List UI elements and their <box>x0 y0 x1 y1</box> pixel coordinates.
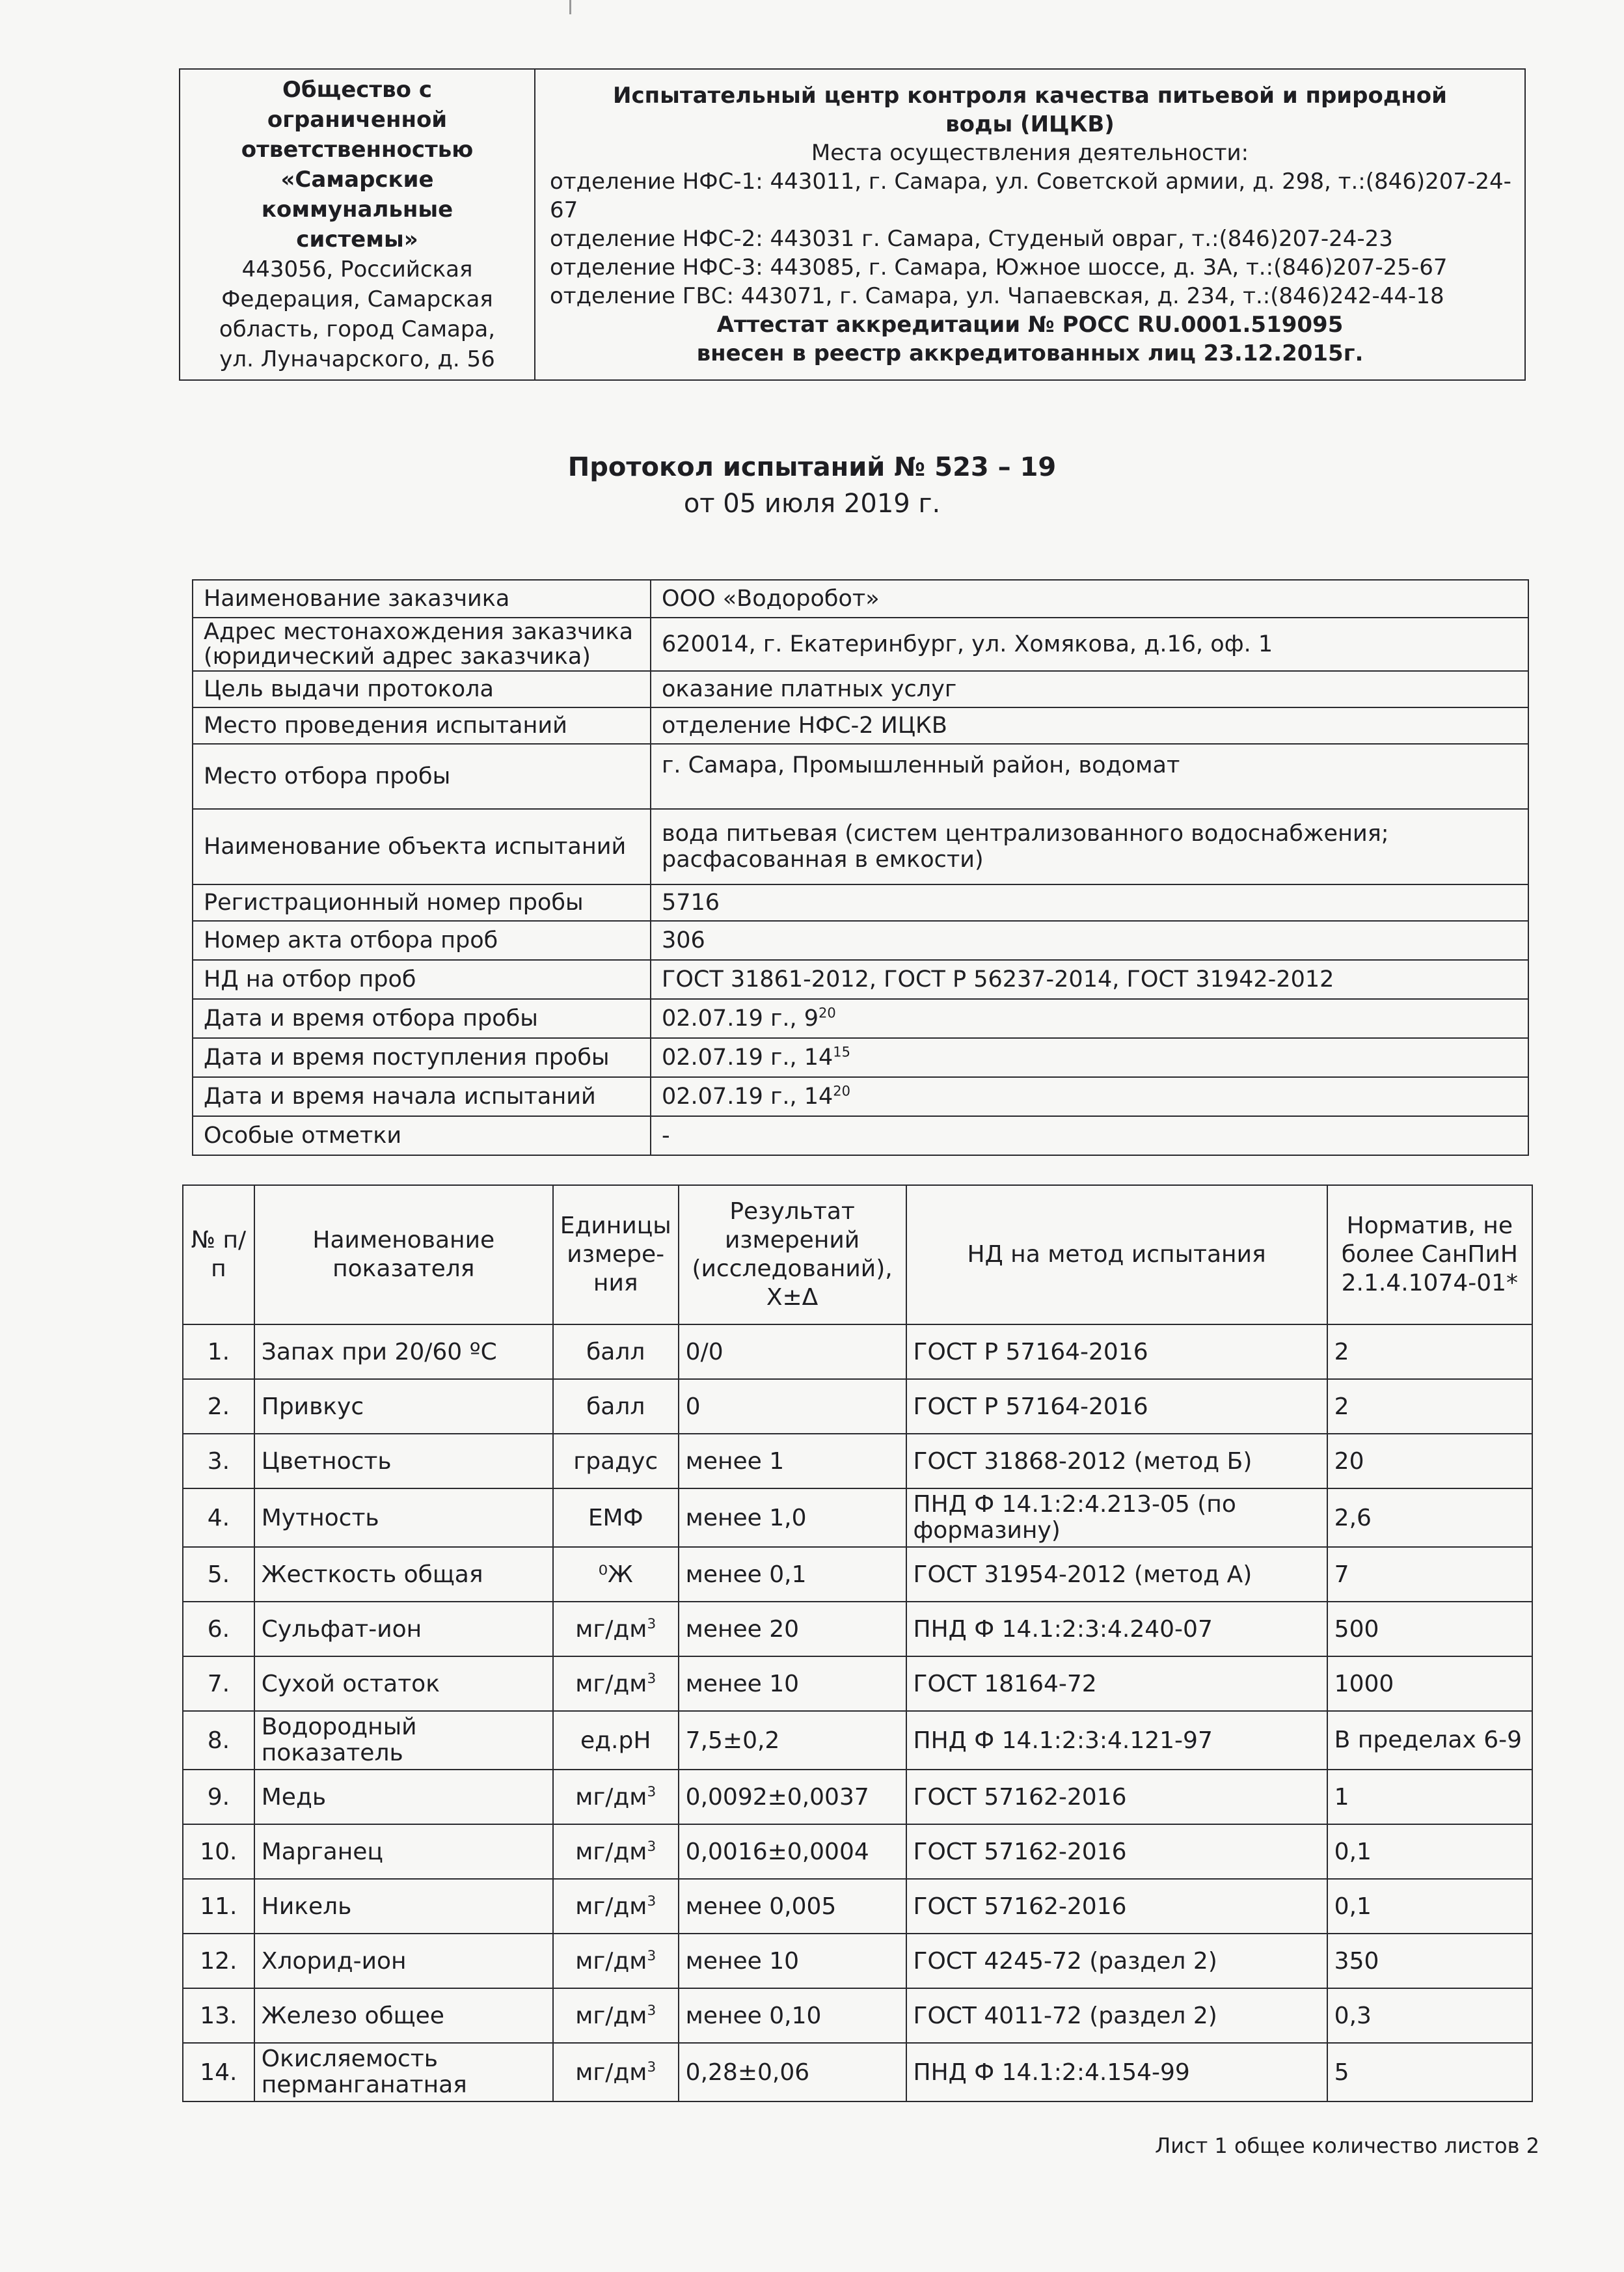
norm-value: 7 <box>1327 1547 1532 1602</box>
table-row <box>183 1770 1532 1824</box>
branch-line: отделение ГВС: 443071, г. Самара, ул. Чапаевская, д. 234, т.:(846)242-44-18 <box>550 283 1444 309</box>
test-method: ГОСТ 57162-2016 <box>906 1770 1327 1824</box>
test-method: ПНД Ф 14.1:2:3:4.240-07 <box>906 1602 1327 1656</box>
table-row <box>183 1379 1532 1434</box>
table-row <box>183 1988 1532 2043</box>
table-row <box>183 1711 1532 1770</box>
header-result: Результат измерений (исследований), Х±Δ <box>679 1185 906 1324</box>
norm-value: 5 <box>1327 2043 1532 2101</box>
row-number: 9. <box>183 1770 254 1824</box>
indicator-name: Сухой остаток <box>254 1656 553 1711</box>
header-number: № п/п <box>183 1185 254 1324</box>
info-label: Наименование заказчика <box>193 580 651 618</box>
info-row <box>193 618 1528 671</box>
unit: $мг/дм^3$ <box>553 1824 679 1879</box>
row-number: 8. <box>183 1711 254 1770</box>
row-number: 13. <box>183 1988 254 2043</box>
test-method: ПНД Ф 14.1:2:3:4.121-97 <box>906 1711 1327 1770</box>
indicator-name: Жесткость общая <box>254 1547 553 1602</box>
info-label: Дата и время отбора пробы <box>193 999 651 1038</box>
branch-line: отделение НФС-3: 443085, г. Самара, Южное шоссе, д. 3А, т.:(846)207-25-67 <box>550 254 1448 281</box>
norm-value: 500 <box>1327 1602 1532 1656</box>
accreditation-line: внесен в реестр аккредитованных лиц 23.12.2015г. <box>696 340 1364 366</box>
info-row <box>193 1038 1528 1077</box>
indicator-name: Сульфат-ион <box>254 1602 553 1656</box>
organization-cell <box>180 69 535 380</box>
row-number: 2. <box>183 1379 254 1434</box>
norm-value: 2 <box>1327 1324 1532 1379</box>
table-row <box>183 1656 1532 1711</box>
row-number: 14. <box>183 2043 254 2101</box>
info-label: Место проведения испытаний <box>193 707 651 744</box>
row-number: 12. <box>183 1934 254 1988</box>
norm-value: 0,3 <box>1327 1988 1532 2043</box>
header-norm: Норматив, не более СанПиН 2.1.4.1074-01* <box>1327 1185 1532 1324</box>
info-value: вода питьевая (систем централизованного водоснабжения; расфасованная в емкости) <box>651 809 1528 884</box>
info-value: 02.07.19 г., $14^{20}$ <box>651 1077 1528 1116</box>
info-value: ГОСТ 31861-2012, ГОСТ Р 56237-2014, ГОСТ 31942-2012 <box>651 960 1528 999</box>
row-number: 4. <box>183 1488 254 1547</box>
info-value: 5716 <box>651 884 1528 921</box>
unit: $мг/дм^3$ <box>553 1879 679 1934</box>
page-edge-mark <box>569 0 571 14</box>
info-value: 620014, г. Екатеринбург, ул. Хомякова, д.16, оф. 1 <box>651 618 1528 671</box>
test-method: ГОСТ 4245-72 (раздел 2) <box>906 1934 1327 1988</box>
center-title-2: воды (ИЦКВ) <box>945 111 1115 137</box>
org-name: Общество с ограниченной ответственностью «Самарские коммунальные системы» <box>241 77 474 253</box>
norm-value: 20 <box>1327 1434 1532 1488</box>
info-value: г. Самара, Промышленный район, водомат <box>651 744 1528 809</box>
info-row <box>193 960 1528 999</box>
measured-result: менее 20 <box>679 1602 906 1656</box>
indicator-name: Цветность <box>254 1434 553 1488</box>
info-label: Адрес местонахождения заказчика (юридический адрес заказчика) <box>193 618 651 671</box>
org-address: 443056, Российская Федерация, Самарская область, город Самара, ул. Луначарского, д. 56 <box>219 256 496 372</box>
sample-info-table <box>192 579 1529 1156</box>
info-label: НД на отбор проб <box>193 960 651 999</box>
table-row <box>183 2043 1532 2101</box>
page-footer: Лист 1 общее количество листов 2 <box>1155 2133 1539 2158</box>
measured-result: 0/0 <box>679 1324 906 1379</box>
info-row <box>193 921 1528 960</box>
norm-value: 1 <box>1327 1770 1532 1824</box>
unit: $мг/дм^3$ <box>553 1934 679 1988</box>
unit: $мг/дм^3$ <box>553 1770 679 1824</box>
table-row <box>183 1488 1532 1547</box>
table-row <box>183 1324 1532 1379</box>
info-row <box>193 580 1528 618</box>
measured-result: менее 0,005 <box>679 1879 906 1934</box>
info-row <box>193 1077 1528 1116</box>
row-number: 1. <box>183 1324 254 1379</box>
measured-result: менее 0,10 <box>679 1988 906 2043</box>
info-label: Цель выдачи протокола <box>193 671 651 707</box>
info-label: Место отбора пробы <box>193 744 651 809</box>
unit: ЕМФ <box>553 1488 679 1547</box>
info-value: отделение НФС-2 ИЦКВ <box>651 707 1528 744</box>
branch-line: отделение НФС-2: 443031 г. Самара, Студеный овраг, т.:(846)207-24-23 <box>550 226 1393 252</box>
indicator-name: Медь <box>254 1770 553 1824</box>
info-row <box>193 999 1528 1038</box>
row-number: 3. <box>183 1434 254 1488</box>
row-number: 7. <box>183 1656 254 1711</box>
info-value: ООО «Водоробот» <box>651 580 1528 618</box>
indicator-name: Никель <box>254 1879 553 1934</box>
table-row <box>183 1602 1532 1656</box>
info-row <box>193 1116 1528 1155</box>
test-method: ГОСТ 57162-2016 <box>906 1824 1327 1879</box>
info-row <box>193 707 1528 744</box>
measured-result: 0 <box>679 1379 906 1434</box>
info-row <box>193 884 1528 921</box>
info-value: 02.07.19 г., $9^{20}$ <box>651 999 1528 1038</box>
header-unit: Единицы измере-ния <box>553 1185 679 1324</box>
measured-result: менее 1 <box>679 1434 906 1488</box>
unit: ед.pH <box>553 1711 679 1770</box>
protocol-title <box>0 449 1624 522</box>
test-method: ГОСТ 4011-72 (раздел 2) <box>906 1988 1327 2043</box>
row-number: 5. <box>183 1547 254 1602</box>
indicator-name: Водородный показатель <box>254 1711 553 1770</box>
info-label: Дата и время начала испытаний <box>193 1077 651 1116</box>
norm-value: 350 <box>1327 1934 1532 1988</box>
center-title: Испытательный центр контроля качества питьевой и природной <box>613 83 1447 109</box>
test-method: ГОСТ 18164-72 <box>906 1656 1327 1711</box>
measured-result: менее 10 <box>679 1656 906 1711</box>
indicator-name: Марганец <box>254 1824 553 1879</box>
test-center-cell <box>535 69 1525 380</box>
unit: $мг/дм^3$ <box>553 2043 679 2101</box>
test-method: ГОСТ 57162-2016 <box>906 1879 1327 1934</box>
table-row <box>183 1547 1532 1602</box>
norm-value: 0,1 <box>1327 1824 1532 1879</box>
unit: градус <box>553 1434 679 1488</box>
info-label: Дата и время поступления пробы <box>193 1038 651 1077</box>
norm-value: 2 <box>1327 1379 1532 1434</box>
info-value: 306 <box>651 921 1528 960</box>
info-label: Наименование объекта испытаний <box>193 809 651 884</box>
norm-value: 2,6 <box>1327 1488 1532 1547</box>
unit: ⁰Ж <box>553 1547 679 1602</box>
row-number: 11. <box>183 1879 254 1934</box>
row-number: 6. <box>183 1602 254 1656</box>
test-method: ПНД Ф 14.1:2:4.154-99 <box>906 2043 1327 2101</box>
test-method: ГОСТ Р 57164-2016 <box>906 1379 1327 1434</box>
indicator-name: Запах при 20/60 ºС <box>254 1324 553 1379</box>
norm-value: 1000 <box>1327 1656 1532 1711</box>
info-value: оказание платных услуг <box>651 671 1528 707</box>
info-label: Особые отметки <box>193 1116 651 1155</box>
indicator-name: Привкус <box>254 1379 553 1434</box>
measured-result: менее 1,0 <box>679 1488 906 1547</box>
accreditation-line: Аттестат аккредитации № РОСС RU.0001.519095 <box>716 312 1344 338</box>
unit: $мг/дм^3$ <box>553 1988 679 2043</box>
norm-value: 0,1 <box>1327 1879 1532 1934</box>
measured-result: 0,0016±0,0004 <box>679 1824 906 1879</box>
indicator-name: Железо общее <box>254 1988 553 2043</box>
indicator-name: Мутность <box>254 1488 553 1547</box>
norm-value: В пределах 6-9 <box>1327 1711 1532 1770</box>
unit: балл <box>553 1324 679 1379</box>
unit: балл <box>553 1379 679 1434</box>
measured-result: менее 0,1 <box>679 1547 906 1602</box>
unit: $мг/дм^3$ <box>553 1656 679 1711</box>
indicator-name: Хлорид-ион <box>254 1934 553 1988</box>
header-name: Наименование показателя <box>254 1185 553 1324</box>
info-row <box>193 671 1528 707</box>
measured-result: 7,5±0,2 <box>679 1711 906 1770</box>
table-row <box>183 1434 1532 1488</box>
branch-line: отделение НФС-1: 443011, г. Самара, ул. Советской армии, д. 298, т.:(846)207-24-67 <box>550 169 1511 223</box>
table-row <box>183 1824 1532 1879</box>
protocol-date: от 05 июля 2019 г. <box>683 489 941 519</box>
test-method: ГОСТ Р 57164-2016 <box>906 1324 1327 1379</box>
info-value: - <box>651 1116 1528 1155</box>
places-label: Места осуществления деятельности: <box>811 140 1249 166</box>
info-row <box>193 744 1528 809</box>
info-label: Регистрационный номер пробы <box>193 884 651 921</box>
results-header-row <box>183 1185 1532 1324</box>
info-value: 02.07.19 г., $14^{15}$ <box>651 1038 1528 1077</box>
header-method: НД на метод испытания <box>906 1185 1327 1324</box>
table-row <box>183 1879 1532 1934</box>
protocol-number: Протокол испытаний № 523 – 19 <box>567 452 1057 482</box>
results-table <box>182 1184 1533 2102</box>
table-row <box>183 1934 1532 1988</box>
info-label: Номер акта отбора проб <box>193 921 651 960</box>
test-method: ГОСТ 31868-2012 (метод Б) <box>906 1434 1327 1488</box>
measured-result: менее 10 <box>679 1934 906 1988</box>
unit: $мг/дм^3$ <box>553 1602 679 1656</box>
header-table <box>179 68 1526 381</box>
measured-result: 0,28±0,06 <box>679 2043 906 2101</box>
info-row <box>193 809 1528 884</box>
row-number: 10. <box>183 1824 254 1879</box>
measured-result: 0,0092±0,0037 <box>679 1770 906 1824</box>
test-method: ГОСТ 31954-2012 (метод А) <box>906 1547 1327 1602</box>
indicator-name: Окисляемость перманганатная <box>254 2043 553 2101</box>
test-method: ПНД Ф 14.1:2:4.213-05 (по формазину) <box>906 1488 1327 1547</box>
